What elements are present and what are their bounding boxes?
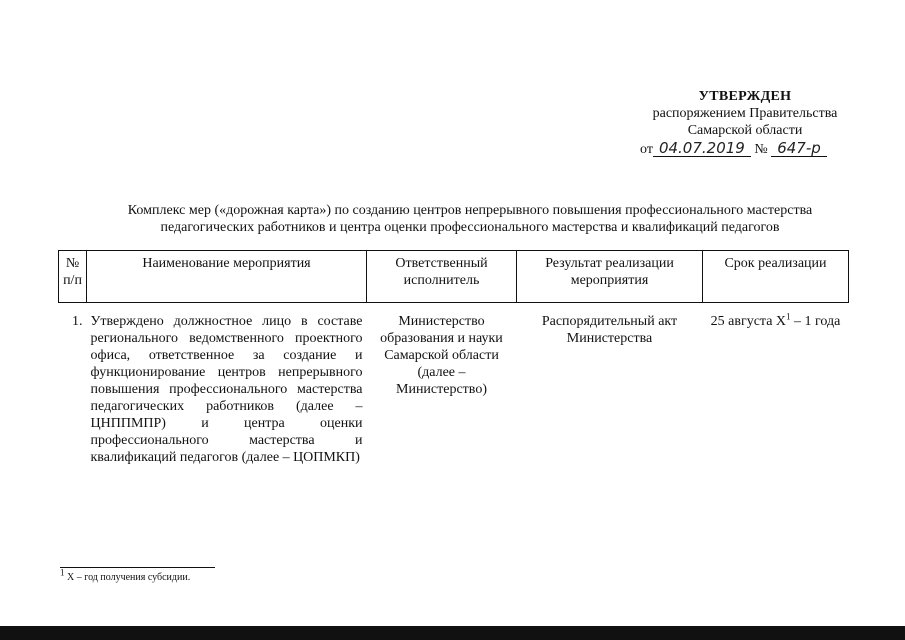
- row-deadline: [703, 303, 849, 467]
- scan-edge-bar: [0, 626, 905, 640]
- footnote: [60, 567, 191, 584]
- approval-stamp: УТВЕРЖДЕН: [698, 89, 792, 104]
- footnote-ref: 1: [786, 311, 791, 322]
- handwritten-number: 647-р: [771, 141, 827, 157]
- title-line-2: педагогических работников и центра оценки профессионального мастерства и квалификаций педагогов: [160, 220, 780, 235]
- number-prefix: №: [754, 142, 768, 157]
- deadline-text-end: – 1 года: [790, 314, 841, 329]
- deadline-text: 25 августа X: [710, 314, 787, 329]
- approval-block: [600, 88, 890, 158]
- footnote-divider: [60, 567, 215, 568]
- footnote-text: X – год получения субсидии.: [64, 572, 191, 583]
- approval-line-2: Самарской области: [687, 123, 803, 138]
- footnote-marker: 1: [60, 567, 65, 578]
- header-result: Результат реализации мероприятия: [517, 251, 703, 303]
- header-deadline: Срок реализации: [703, 251, 849, 303]
- table-row: [59, 303, 849, 467]
- header-num: № п/п: [59, 251, 87, 303]
- row-result: Распорядительный акт Министерства: [541, 314, 678, 346]
- roadmap-table: [58, 250, 849, 466]
- title-line-1: Комплекс мер («дорожная карта») по созданию центров непрерывного повышения профессионального мастерства: [127, 203, 813, 218]
- handwritten-date: 04.07.2019: [653, 141, 751, 157]
- row-executor: Министерство образования и науки Самарской области (далее – Министерство): [380, 314, 503, 397]
- date-prefix: от: [640, 142, 653, 157]
- row-num: 1.: [72, 314, 83, 329]
- row-activity: Утверждено должностное лицо в составе регионального ведомственного проектного офиса, ответственное за создание и функционирование центров непрерывного повышения профессионального мастерства педагогических работников (далее – ЦНППМПР) и центра оценки профессионального мастерства и квалификаций педагогов (далее – ЦОПМКП): [90, 314, 363, 465]
- table-header-row: [59, 251, 849, 303]
- header-activity: Наименование мероприятия: [87, 251, 367, 303]
- document-title: [40, 202, 900, 236]
- approval-line-1: распоряжением Правительства: [652, 106, 838, 121]
- header-executor: Ответственный исполнитель: [367, 251, 517, 303]
- approval-date-line: [640, 141, 905, 158]
